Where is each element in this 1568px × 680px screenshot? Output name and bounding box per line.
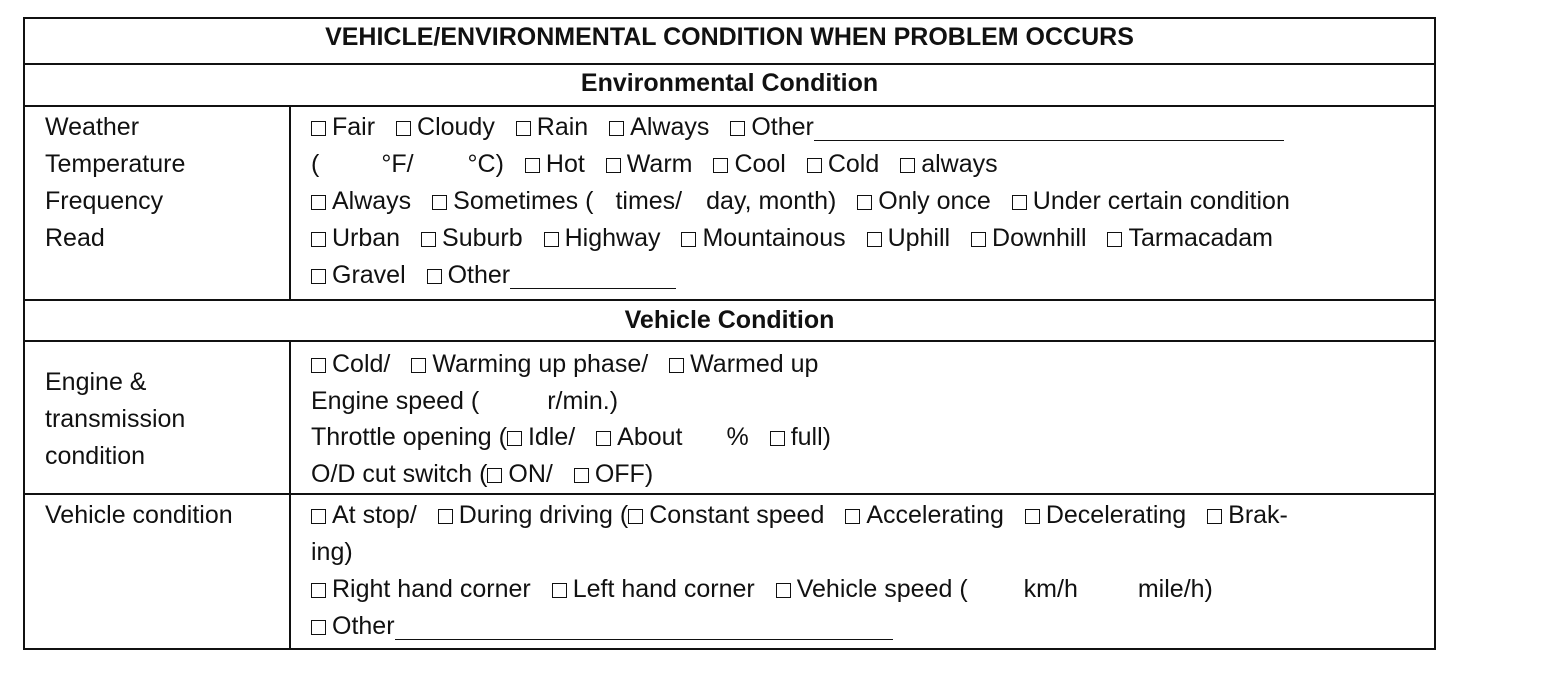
checkbox[interactable] bbox=[900, 158, 915, 173]
option-label: Left hand corner bbox=[572, 575, 755, 603]
option-label: Other bbox=[447, 261, 511, 289]
checkbox[interactable] bbox=[606, 158, 621, 173]
checkbox[interactable] bbox=[1207, 509, 1222, 524]
checkbox[interactable] bbox=[396, 121, 411, 136]
checkbox[interactable] bbox=[596, 431, 611, 446]
option-label: Warm bbox=[626, 150, 693, 178]
vehicle-condition-row bbox=[311, 497, 1288, 534]
option-label: Uphill bbox=[887, 224, 951, 252]
checkbox[interactable] bbox=[776, 583, 791, 598]
checkbox[interactable] bbox=[971, 232, 986, 247]
checkbox[interactable] bbox=[421, 232, 436, 247]
option-label: Right hand corner bbox=[332, 575, 531, 603]
engine-state-row bbox=[311, 346, 818, 383]
checkbox[interactable] bbox=[1107, 232, 1122, 247]
checkbox[interactable] bbox=[311, 232, 326, 247]
engine-speed-row bbox=[311, 383, 618, 420]
option-label: Cloudy bbox=[417, 113, 495, 141]
checkbox[interactable] bbox=[713, 158, 728, 173]
option-label: times/ bbox=[615, 187, 683, 215]
option-label: Sometimes ( bbox=[453, 187, 594, 215]
label-vehicle-condition: Vehicle condition bbox=[45, 501, 233, 529]
frequency-row bbox=[311, 183, 1290, 220]
checkbox[interactable] bbox=[1012, 195, 1027, 210]
checkbox[interactable] bbox=[507, 431, 522, 446]
checkbox[interactable] bbox=[525, 158, 540, 173]
option-label: Constant speed bbox=[649, 501, 825, 529]
fill-in-blank[interactable] bbox=[510, 263, 676, 289]
checkbox[interactable] bbox=[544, 232, 559, 247]
option-label: Gravel bbox=[332, 261, 406, 289]
option-label: About bbox=[617, 423, 683, 451]
checkbox[interactable] bbox=[609, 121, 624, 136]
road-row bbox=[311, 220, 1273, 257]
divider bbox=[25, 299, 1434, 301]
temperature-row bbox=[311, 146, 998, 183]
checkbox[interactable] bbox=[487, 468, 502, 483]
mph-unit: mile/h) bbox=[1137, 575, 1213, 603]
engine-speed-unit: r/min.) bbox=[547, 387, 619, 415]
option-label: always bbox=[921, 150, 998, 178]
checkbox[interactable] bbox=[845, 509, 860, 524]
option-label: Fair bbox=[332, 113, 376, 141]
checkbox[interactable] bbox=[311, 358, 326, 373]
label-weather: Weather bbox=[45, 113, 140, 141]
vehicle-condition-row-2 bbox=[311, 534, 353, 571]
option-label: Always bbox=[332, 187, 412, 215]
checkbox[interactable] bbox=[867, 232, 882, 247]
option-label: Downhill bbox=[992, 224, 1087, 252]
checkbox[interactable] bbox=[807, 158, 822, 173]
percent-unit: % bbox=[726, 423, 749, 451]
column-divider bbox=[289, 340, 291, 650]
label-condition: condition bbox=[45, 442, 146, 470]
environmental-heading: Environmental Condition bbox=[580, 69, 879, 97]
option-label: ing) bbox=[311, 538, 353, 566]
divider bbox=[25, 493, 1434, 495]
divider bbox=[25, 105, 1434, 107]
checkbox[interactable] bbox=[427, 269, 442, 284]
option-label: Tarmacadam bbox=[1128, 224, 1273, 252]
throttle-label: Throttle opening ( bbox=[311, 423, 507, 451]
vehicle-condition-row-4 bbox=[311, 608, 893, 645]
divider bbox=[25, 340, 1434, 342]
option-label: Hot bbox=[545, 150, 585, 178]
checkbox[interactable] bbox=[770, 431, 785, 446]
option-label: Urban bbox=[332, 224, 401, 252]
fill-in-blank[interactable] bbox=[395, 614, 893, 640]
option-label: Suburb bbox=[442, 224, 523, 252]
checkbox[interactable] bbox=[1025, 509, 1040, 524]
vehicle-condition-row-3 bbox=[311, 571, 1213, 608]
option-label: OFF) bbox=[594, 460, 654, 488]
label-temperature: Temperature bbox=[45, 150, 186, 178]
checkbox[interactable] bbox=[669, 358, 684, 373]
option-label: Other bbox=[751, 113, 814, 141]
weather-row bbox=[311, 109, 1284, 146]
checkbox[interactable] bbox=[552, 583, 567, 598]
option-label: At stop/ bbox=[332, 501, 417, 529]
checkbox[interactable] bbox=[311, 509, 326, 524]
option-label: Highway bbox=[564, 224, 661, 252]
option-label: Under certain condition bbox=[1032, 187, 1290, 215]
od-row bbox=[311, 456, 653, 493]
option-label: Cool bbox=[734, 150, 786, 178]
form-title: VEHICLE/ENVIRONMENTAL CONDITION WHEN PROBLEM OCCURS bbox=[325, 23, 1134, 51]
checkbox[interactable] bbox=[311, 620, 326, 635]
checkbox[interactable] bbox=[311, 121, 326, 136]
checkbox[interactable] bbox=[628, 509, 643, 524]
divider bbox=[25, 63, 1434, 65]
option-label: day, month) bbox=[706, 187, 837, 215]
od-label: O/D cut switch ( bbox=[311, 460, 488, 488]
label-frequency: Frequency bbox=[45, 187, 164, 215]
checkbox[interactable] bbox=[681, 232, 696, 247]
engine-speed-label: Engine speed ( bbox=[311, 387, 480, 415]
option-label: full) bbox=[790, 423, 831, 451]
option-label: Rain bbox=[536, 113, 589, 141]
fahrenheit-unit: °F/ bbox=[381, 150, 414, 178]
checkbox[interactable] bbox=[730, 121, 745, 136]
paren-open: ( bbox=[311, 150, 320, 178]
fill-in-blank[interactable] bbox=[814, 115, 1284, 141]
option-label: Warmed up bbox=[690, 350, 819, 378]
checkbox[interactable] bbox=[411, 358, 426, 373]
option-label: Cold/ bbox=[332, 350, 391, 378]
option-label: Cold bbox=[827, 150, 880, 178]
condition-form bbox=[23, 17, 1436, 650]
checkbox[interactable] bbox=[857, 195, 872, 210]
checkbox[interactable] bbox=[311, 195, 326, 210]
label-transmission: transmission bbox=[45, 405, 186, 433]
checkbox[interactable] bbox=[311, 583, 326, 598]
column-divider bbox=[289, 105, 291, 299]
checkbox[interactable] bbox=[438, 509, 453, 524]
checkbox[interactable] bbox=[311, 269, 326, 284]
throttle-row bbox=[311, 419, 831, 456]
label-engine: Engine & bbox=[45, 368, 147, 396]
option-label: ON/ bbox=[508, 460, 553, 488]
celsius-unit: °C) bbox=[467, 150, 504, 178]
checkbox[interactable] bbox=[516, 121, 531, 136]
option-label: Only once bbox=[878, 187, 991, 215]
vehicle-heading: Vehicle Condition bbox=[624, 306, 835, 334]
option-label: During driving ( bbox=[458, 501, 629, 529]
option-label: Always bbox=[630, 113, 710, 141]
option-label: Other bbox=[332, 612, 395, 640]
option-label: Decelerating bbox=[1045, 501, 1187, 529]
label-road: Read bbox=[45, 224, 105, 252]
option-label: Brak- bbox=[1228, 501, 1288, 529]
option-label: Mountainous bbox=[702, 224, 846, 252]
option-label: Warming up phase/ bbox=[432, 350, 649, 378]
kmh-unit: km/h bbox=[1023, 575, 1078, 603]
option-label: Accelerating bbox=[866, 501, 1004, 529]
checkbox[interactable] bbox=[432, 195, 447, 210]
option-label: Idle/ bbox=[527, 423, 576, 451]
option-label: Vehicle speed ( bbox=[796, 575, 968, 603]
road-row-2 bbox=[311, 257, 676, 294]
checkbox[interactable] bbox=[574, 468, 589, 483]
